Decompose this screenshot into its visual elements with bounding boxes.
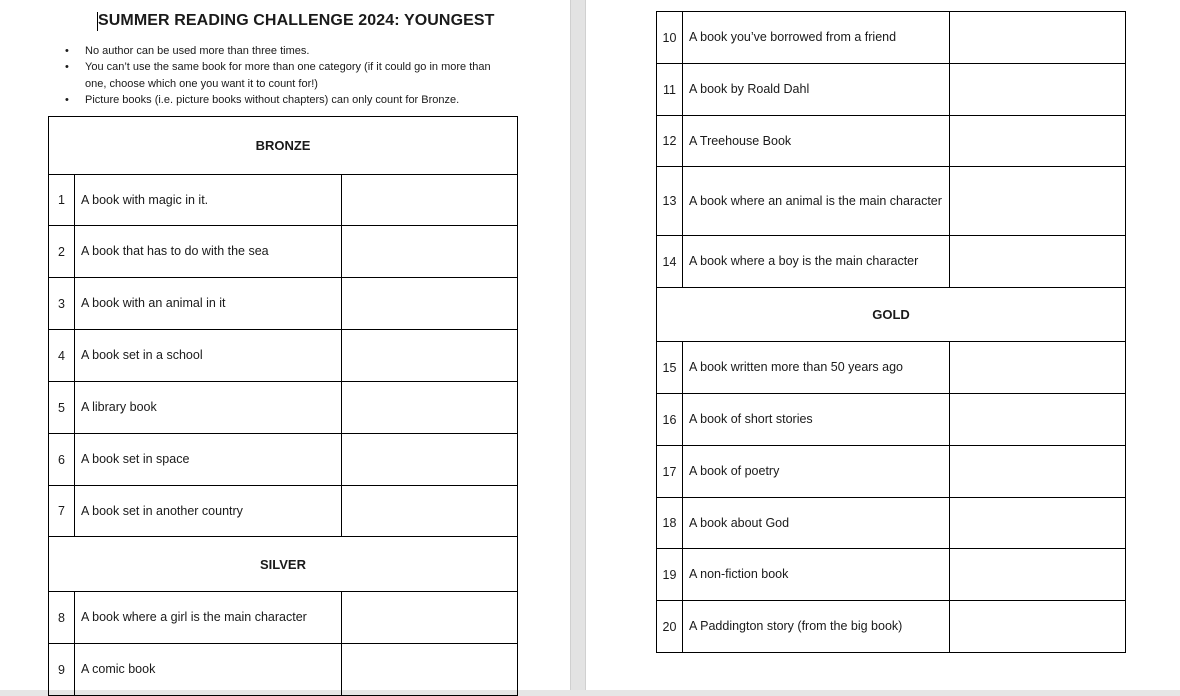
section-row-gold [657, 288, 1126, 342]
answer-cell[interactable] [342, 330, 518, 382]
item-number: 12 [657, 116, 683, 167]
table-row [657, 167, 1126, 236]
answer-cell[interactable] [950, 498, 1126, 549]
answer-cell[interactable] [950, 549, 1126, 601]
item-number: 18 [657, 498, 683, 549]
table-row [657, 342, 1126, 394]
table-row [49, 382, 518, 434]
answer-cell[interactable] [950, 12, 1126, 64]
item-prompt: A book where a girl is the main character [75, 592, 342, 644]
table-row [49, 175, 518, 226]
item-number: 4 [49, 330, 75, 382]
rule-item: • No author can be used more than three times. [62, 43, 512, 59]
item-prompt: A book by Roald Dahl [683, 64, 950, 116]
item-number: 1 [49, 175, 75, 226]
item-prompt: A book set in a school [75, 330, 342, 382]
item-number: 5 [49, 382, 75, 434]
answer-cell[interactable] [950, 64, 1126, 116]
item-prompt: A non-fiction book [683, 549, 950, 601]
item-prompt: A book about God [683, 498, 950, 549]
table-row [657, 601, 1126, 653]
table-row [657, 64, 1126, 116]
table-row [657, 116, 1126, 167]
answer-cell[interactable] [342, 434, 518, 486]
challenge-table-page-2 [656, 11, 1126, 653]
item-number: 16 [657, 394, 683, 446]
item-number: 8 [49, 592, 75, 644]
item-number: 20 [657, 601, 683, 653]
item-prompt: A book of poetry [683, 446, 950, 498]
answer-cell[interactable] [342, 382, 518, 434]
item-number: 14 [657, 236, 683, 288]
table-row [657, 498, 1126, 549]
challenge-table-page-1 [48, 116, 518, 696]
rule-item: • You can’t use the same book for more than one category (if it could go in more than one, choose which one you want it to count for!) [62, 59, 512, 92]
table-row [49, 434, 518, 486]
item-prompt: A book set in another country [75, 486, 342, 537]
rules-list [62, 43, 512, 108]
item-prompt: A comic book [75, 644, 342, 696]
document-title: SUMMER READING CHALLENGE 2024: YOUNGEST [98, 12, 495, 29]
table-row [49, 330, 518, 382]
answer-cell[interactable] [342, 486, 518, 537]
table-row [49, 486, 518, 537]
item-number: 9 [49, 644, 75, 696]
item-number: 3 [49, 278, 75, 330]
table-row [49, 278, 518, 330]
table-row [49, 226, 518, 278]
item-prompt: A library book [75, 382, 342, 434]
answer-cell[interactable] [342, 644, 518, 696]
item-number: 2 [49, 226, 75, 278]
answer-cell[interactable] [950, 601, 1126, 653]
item-number: 6 [49, 434, 75, 486]
section-heading-silver: SILVER [49, 537, 518, 592]
item-number: 10 [657, 12, 683, 64]
answer-cell[interactable] [342, 278, 518, 330]
table-row [657, 12, 1126, 64]
item-prompt: A book that has to do with the sea [75, 226, 342, 278]
answer-cell[interactable] [342, 175, 518, 226]
item-prompt: A book written more than 50 years ago [683, 342, 950, 394]
item-number: 17 [657, 446, 683, 498]
table-row [657, 394, 1126, 446]
item-number: 15 [657, 342, 683, 394]
item-number: 19 [657, 549, 683, 601]
item-prompt: A book where an animal is the main character [683, 167, 950, 236]
rule-item: • Picture books (i.e. picture books without chapters) can only count for Bronze. [62, 92, 512, 108]
item-prompt: A book of short stories [683, 394, 950, 446]
page-gap [570, 0, 586, 690]
answer-cell[interactable] [950, 394, 1126, 446]
answer-cell[interactable] [950, 167, 1126, 236]
item-prompt: A Paddington story (from the big book) [683, 601, 950, 653]
answer-cell[interactable] [342, 592, 518, 644]
answer-cell[interactable] [342, 226, 518, 278]
table-row [657, 549, 1126, 601]
item-number: 13 [657, 167, 683, 236]
section-row-silver [49, 537, 518, 592]
item-number: 7 [49, 486, 75, 537]
table-row [49, 644, 518, 696]
item-prompt: A book set in space [75, 434, 342, 486]
table-row [657, 446, 1126, 498]
item-prompt: A book with magic in it. [75, 175, 342, 226]
answer-cell[interactable] [950, 342, 1126, 394]
item-prompt: A book you’ve borrowed from a friend [683, 12, 950, 64]
table-row [657, 236, 1126, 288]
item-number: 11 [657, 64, 683, 116]
answer-cell[interactable] [950, 236, 1126, 288]
answer-cell[interactable] [950, 446, 1126, 498]
section-heading-bronze: BRONZE [49, 117, 518, 175]
item-prompt: A Treehouse Book [683, 116, 950, 167]
answer-cell[interactable] [950, 116, 1126, 167]
section-row-bronze [49, 117, 518, 175]
table-row [49, 592, 518, 644]
section-heading-gold: GOLD [657, 288, 1126, 342]
item-prompt: A book where a boy is the main character [683, 236, 950, 288]
item-prompt: A book with an animal in it [75, 278, 342, 330]
